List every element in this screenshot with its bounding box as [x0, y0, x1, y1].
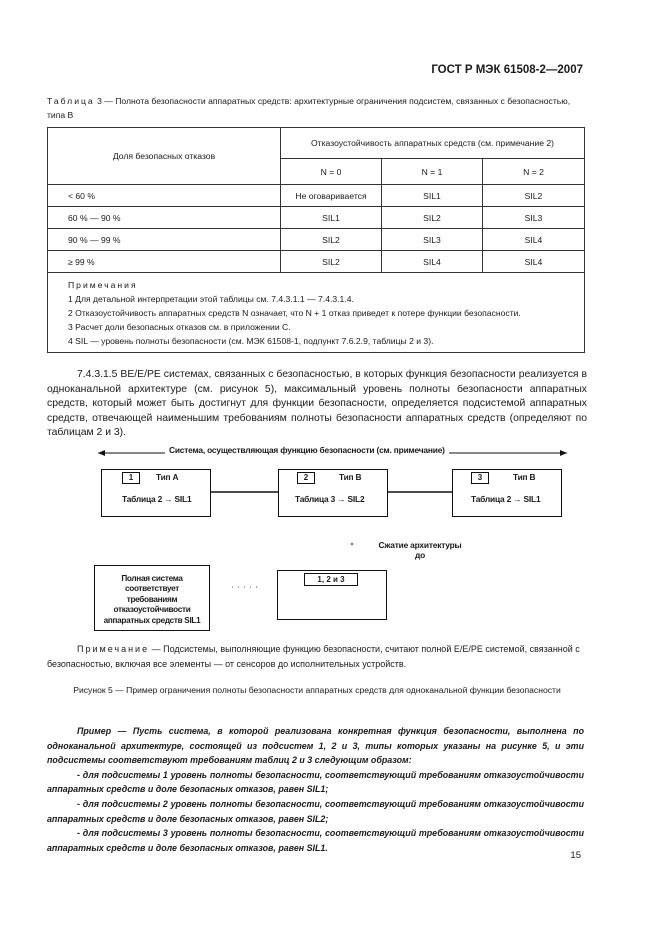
table-row: [48, 185, 585, 207]
subsystem-type: Тип B: [513, 472, 536, 482]
cell-value: SIL4: [483, 251, 585, 273]
figure-note: [47, 642, 587, 672]
table-row: [48, 251, 585, 273]
architectural-constraints-table: [47, 127, 585, 353]
notes-title: Примечания: [68, 280, 138, 290]
figure-caption: Рисунок 5 — Пример ограничения полноты безопасности аппаратных средств для одноканальной функции безопасности: [73, 685, 561, 695]
compress-label: [375, 540, 465, 560]
cell-value: Не оговаривается: [281, 185, 382, 207]
example-block: [47, 724, 584, 855]
cell-value: SIL4: [483, 229, 585, 251]
table-row: [48, 207, 585, 229]
subsystem-1-box: [101, 469, 211, 517]
subsystem-rule: Таблица 2 → SIL1: [471, 494, 541, 504]
table-row: [48, 229, 585, 251]
cell-value: SIL2: [281, 251, 382, 273]
column-header-hft: Отказоустойчивость аппаратных средств (см. примечание 2): [281, 128, 585, 159]
example-item: - для подсистемы 2 уровень полноты безопасности, соответствующий требованиям отказоустойчивости аппаратных средств и доле безопасных отказов, равен SIL2;: [47, 798, 584, 824]
cell-sff: < 60 %: [48, 185, 281, 207]
subsystem-number: 1: [122, 472, 140, 484]
cell-value: SIL2: [382, 207, 483, 229]
cell-value: SIL3: [382, 229, 483, 251]
note-item: 4 SIL — уровень полноты безопасности (см. МЭК 61508-1, подпункт 7.6.2.9, таблицы 2 и 3).: [68, 336, 434, 346]
table-caption-word: Таблица: [47, 96, 95, 106]
figure-note-text: — Подсистемы, выполняющие функцию безопасности, считают полной E/E/PE системой, связанной с безопасностью, включая все элементы — от сенсоров до исполнительных устройств.: [47, 644, 580, 669]
subsystem-3-box: [452, 469, 562, 517]
cell-value: SIL2: [483, 185, 585, 207]
figure-note-title: Примечание: [77, 644, 150, 654]
compress-label-line: Сжатие архитектуры: [378, 540, 462, 550]
cell-value: SIL3: [483, 207, 585, 229]
result-box: [94, 565, 210, 631]
example-intro: Пример — Пусть система, в которой реализована конкретная функция безопасности, выполнена по одноканальной архитектуре, состоящей из подсистем 1, 2 и 3, типы которых указаны на рисунке 5, и эти подсистемы соответствуют требованиям таблиц 2 и 3 следующим образом:: [47, 726, 584, 766]
table-notes: [48, 273, 585, 353]
compressed-subsystem-box: [277, 570, 387, 620]
cell-value: SIL2: [281, 229, 382, 251]
compressed-label: 1, 2 и 3: [304, 573, 358, 586]
cell-value: SIL4: [382, 251, 483, 273]
column-header-n2: N = 2: [483, 159, 585, 185]
document-header: ГОСТ Р МЭК 61508-2—2007: [431, 64, 583, 76]
figure-5-diagram: [0, 440, 661, 630]
result-text: Полная система соответствует требованиям отказоустойчивости аппаратных средств SIL1: [103, 574, 201, 625]
note-item: 2 Отказоустойчивость аппаратных средств N означает, что N + 1 отказ приведет к потере функции безопасности.: [68, 308, 521, 318]
cell-sff: 90 % — 99 %: [48, 229, 281, 251]
subsystem-rule: Таблица 2 → SIL1: [122, 494, 192, 504]
example-item: - для подсистемы 1 уровень полноты безопасности, соответствующий требованиям отказоустойчивости аппаратных средств и доле безопасных отказов, равен SIL1;: [47, 769, 584, 795]
column-header-n1: N = 1: [382, 159, 483, 185]
column-header-n0: N = 0: [281, 159, 382, 185]
note-item: 3 Расчет доли безопасных отказов см. в приложении С.: [68, 322, 291, 332]
example-item: - для подсистемы 3 уровень полноты безопасности, соответствующий требованиям отказоустойчивости аппаратных средств и доле безопасных отказов, равен SIL1.: [47, 828, 584, 853]
compress-label-line: до: [414, 550, 426, 560]
cell-value: SIL1: [382, 185, 483, 207]
subsystem-type: Тип A: [156, 472, 179, 482]
page-number: 15: [570, 850, 581, 861]
subsystem-number: 3: [471, 472, 489, 484]
column-header-sff: Доля безопасных отказов: [48, 128, 281, 185]
cell-value: SIL1: [281, 207, 382, 229]
subsystem-2-box: [278, 469, 388, 517]
cell-sff: 60 % — 90 %: [48, 207, 281, 229]
table-caption-text: 3 — Полнота безопасности аппаратных средств: архитектурные ограничения подсистем, связанных с безопасностью, типа B: [47, 96, 571, 120]
note-item: 1 Для детальной интерпретации этой таблицы см. 7.4.3.1.1 — 7.4.3.1.4.: [68, 294, 354, 304]
subsystem-number: 2: [297, 472, 315, 484]
cell-sff: ≥ 99 %: [48, 251, 281, 273]
system-label: Система, осуществляющая функцию безопасности (см. примечание): [165, 445, 449, 455]
clause-text: 7.4.3.1.5 BE/E/PE системах, связанных с безопасностью, в которых функция безопасности реализуется в одноканальной архитектуре (см. рисунок 5), максимальный уровень полноты безопасности аппаратных средств, который может быть достигнут для функции безопасности, определяется подсистемой аппаратных средств, отвечающей наименьшим требованиям полноты безопасности аппаратных средств (определяют по таблицам 2 и 3).: [47, 369, 587, 439]
subsystem-rule: Таблица 3 → SIL2: [295, 494, 365, 504]
clause-paragraph: [47, 368, 587, 441]
subsystem-type: Тип B: [339, 472, 362, 482]
dot-mark: [351, 543, 353, 545]
table-caption: [47, 94, 587, 122]
